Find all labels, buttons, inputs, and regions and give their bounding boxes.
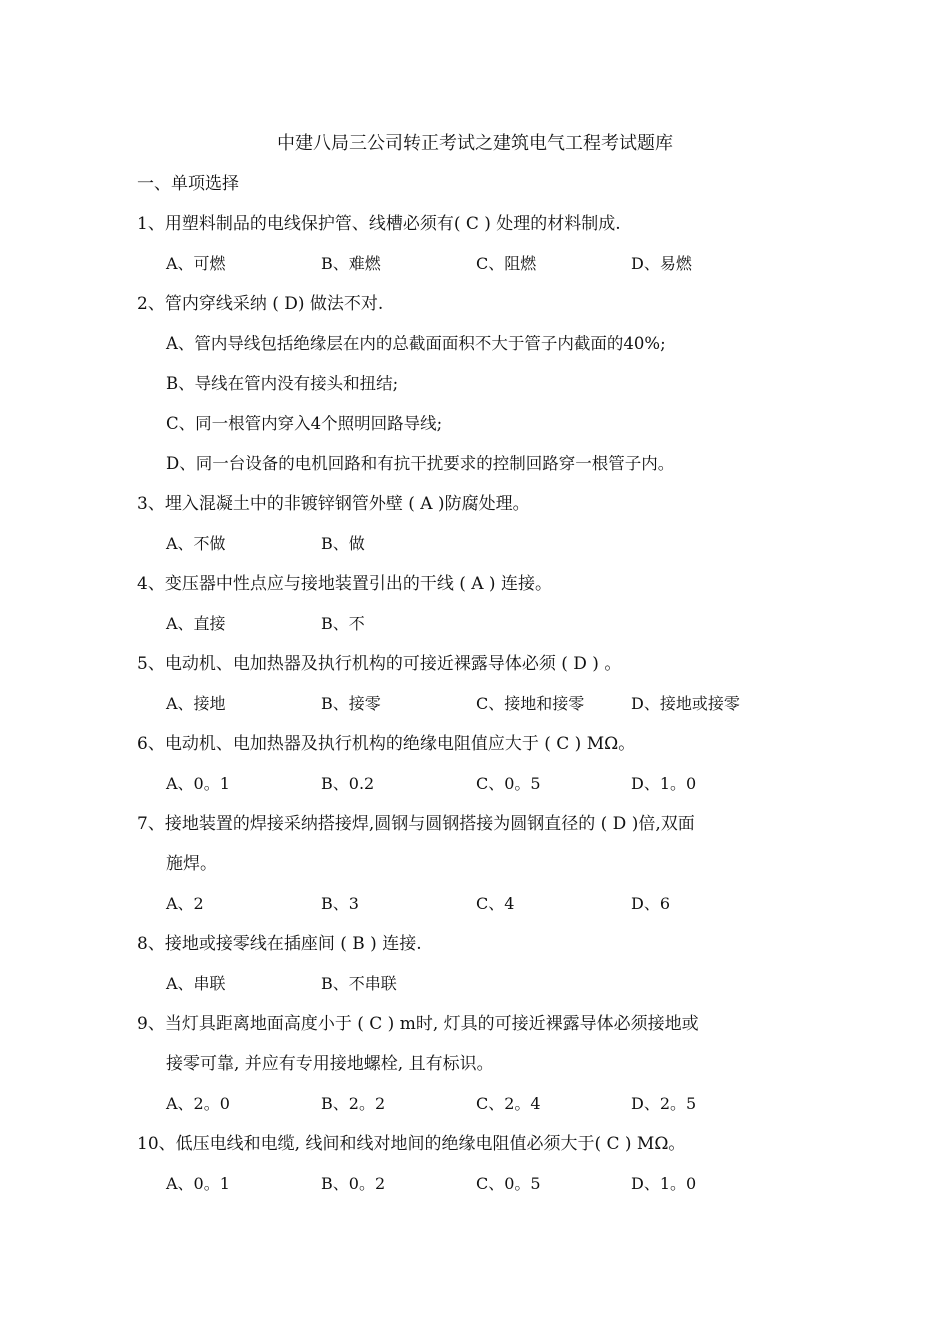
option-b: B、3	[321, 894, 359, 913]
option-a: A、可燃	[166, 254, 226, 273]
option-b: B、难燃	[321, 254, 381, 273]
question-text: 10、低压电线和电缆, 线间和线对地间的绝缘电阻值必须大于( C ) MΩ。	[137, 1134, 686, 1154]
document-title: 中建八局三公司转正考试之建筑电气工程考试题库	[277, 133, 673, 154]
option-a: A、不做	[166, 534, 226, 553]
option-a: A、直接	[166, 614, 226, 633]
answer-statement: B、导线在管内没有接头和扭结;	[166, 374, 399, 393]
options-row	[166, 611, 827, 637]
question-3	[137, 491, 827, 517]
question-7	[137, 811, 827, 877]
option-c: C、0。5	[476, 1174, 541, 1193]
question-text: 5、电动机、电加热器及执行机构的可接近裸露导体必须 ( D ) 。	[137, 654, 622, 674]
question-text: 6、电动机、电加热器及执行机构的绝缘电阻值应大于 ( C ) MΩ。	[137, 734, 636, 754]
option-a: A、0。1	[166, 1174, 230, 1193]
options-row	[166, 251, 827, 277]
question-6	[137, 731, 827, 757]
option-d: D、2。5	[631, 1094, 697, 1113]
option-b: B、不串联	[321, 974, 397, 993]
question-text: 8、接地或接零线在插座间 ( B ) 连接.	[137, 934, 422, 954]
answer-statement: D、同一台设备的电机回路和有抗干扰要求的控制回路穿一根管子内。	[166, 454, 675, 473]
option-b: B、不	[321, 614, 365, 633]
question-1	[137, 211, 827, 237]
question-9	[137, 1011, 827, 1077]
section-heading: 一、单项选择	[137, 174, 239, 194]
option-c: C、阻燃	[476, 254, 537, 273]
option-d: D、1。0	[631, 1174, 697, 1193]
option-b: B、做	[321, 534, 365, 553]
option-a: A、2。0	[166, 1094, 230, 1113]
question-10	[137, 1131, 827, 1157]
options-row	[166, 531, 827, 557]
option-d: D、易燃	[631, 254, 692, 273]
question-2	[137, 291, 827, 317]
question-5	[137, 651, 827, 677]
option-c: C、4	[476, 894, 515, 913]
question-4	[137, 571, 827, 597]
question-text: 4、变压器中性点应与接地装置引出的干线 ( A ) 连接。	[137, 574, 552, 594]
option-a: A、2	[166, 894, 204, 913]
option-a: A、0。1	[166, 774, 230, 793]
question-8	[137, 931, 827, 957]
options-row	[166, 1171, 827, 1197]
question-list	[137, 211, 827, 1211]
option-b: B、2。2	[321, 1094, 386, 1113]
option-c: C、0。5	[476, 774, 541, 793]
question-text-continued: 施焊。	[166, 854, 217, 874]
question-text: 9、当灯具距离地面高度小于 ( C ) m时, 灯具的可接近裸露导体必须接地或	[137, 1014, 699, 1034]
question-text: 7、接地装置的焊接采纳搭接焊,圆钢与圆钢搭接为圆钢直径的 ( D )倍,双面	[137, 814, 695, 834]
answer-statement: C、同一根管内穿入4个照明回路导线;	[166, 414, 443, 433]
option-b: B、接零	[321, 694, 381, 713]
option-c: C、2。4	[476, 1094, 541, 1113]
option-d: D、接地或接零	[631, 694, 740, 713]
option-c: C、接地和接零	[476, 694, 585, 713]
option-a: A、接地	[166, 694, 226, 713]
question-text: 3、埋入混凝土中的非镀锌钢管外壁 ( A )防腐处理。	[137, 494, 530, 514]
options-row	[166, 971, 827, 997]
options-row	[166, 1091, 827, 1117]
question-text: 1、用塑料制品的电线保护管、线槽必须有( C ) 处理的材料制成.	[137, 214, 621, 234]
option-b: B、0。2	[321, 1174, 386, 1193]
option-a: A、串联	[166, 974, 226, 993]
option-d: D、1。0	[631, 774, 697, 793]
option-b: B、0.2	[321, 774, 375, 793]
options-row	[166, 691, 827, 717]
options-row	[166, 771, 827, 797]
question-text: 2、管内穿线采纳 ( D) 做法不对.	[137, 294, 384, 314]
answer-statement: A、管内导线包括绝缘层在内的总截面面积不大于管子内截面的40%;	[166, 334, 666, 353]
options-row	[166, 891, 827, 917]
question-text-continued: 接零可靠, 并应有专用接地螺栓, 且有标识。	[166, 1054, 494, 1074]
option-d: D、6	[631, 894, 671, 913]
